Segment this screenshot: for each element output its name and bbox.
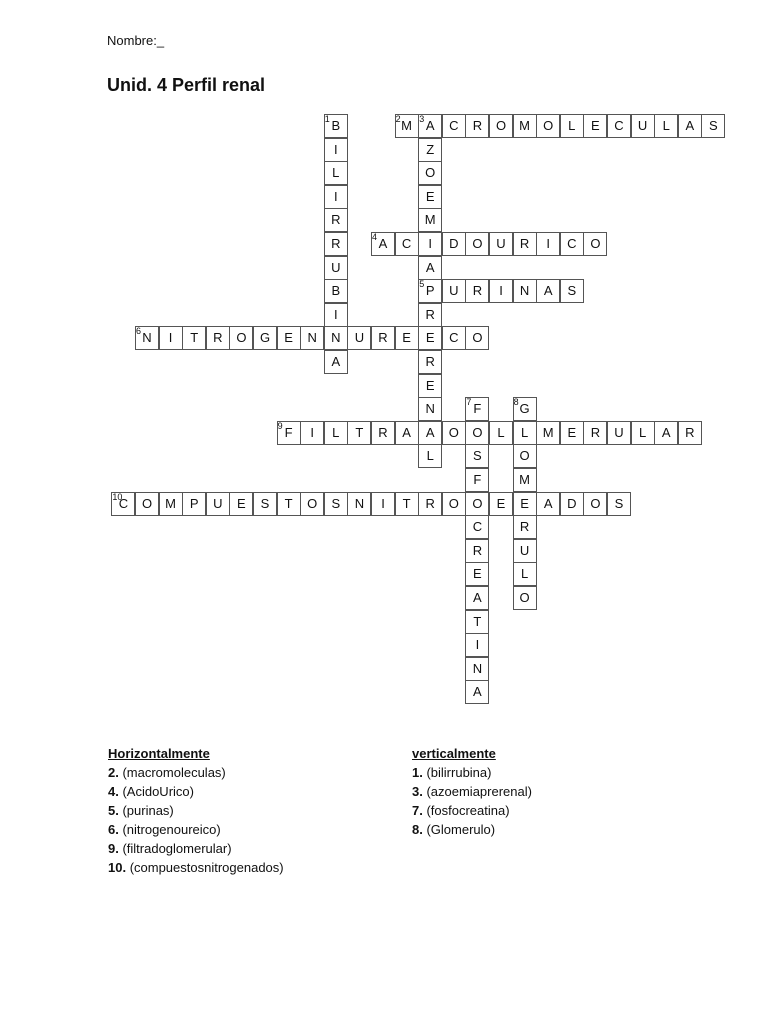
crossword-cell[interactable]: O <box>465 326 489 350</box>
crossword-cell[interactable]: L <box>324 161 348 185</box>
crossword-cell[interactable]: U <box>631 114 655 138</box>
crossword-cell[interactable]: T <box>395 492 419 516</box>
crossword-cell[interactable]: I <box>324 303 348 327</box>
crossword-cell[interactable]: I <box>465 633 489 657</box>
crossword-cell[interactable]: A <box>465 586 489 610</box>
crossword-cell[interactable]: A <box>418 421 442 445</box>
crossword-cell[interactable]: M <box>395 114 419 138</box>
crossword-cell[interactable]: F <box>277 421 301 445</box>
crossword-cell[interactable]: C <box>607 114 631 138</box>
across-clue-list <box>108 763 284 877</box>
crossword-cell[interactable]: O <box>465 492 489 516</box>
crossword-cell[interactable]: O <box>489 114 513 138</box>
clue-item <box>108 820 284 839</box>
crossword-cell[interactable]: R <box>465 279 489 303</box>
crossword-cell[interactable]: I <box>324 185 348 209</box>
crossword-cell[interactable]: U <box>347 326 371 350</box>
clue-number-label: 8 <box>513 397 519 408</box>
crossword-cell[interactable]: L <box>418 444 442 468</box>
crossword-cell[interactable]: S <box>253 492 277 516</box>
crossword-cell[interactable]: A <box>465 680 489 704</box>
crossword-cell[interactable]: L <box>560 114 584 138</box>
crossword-cell[interactable]: R <box>324 208 348 232</box>
crossword-cell[interactable]: A <box>536 492 560 516</box>
crossword-cell[interactable]: O <box>583 232 607 256</box>
crossword-cell[interactable]: B <box>324 279 348 303</box>
crossword-cell[interactable]: N <box>300 326 324 350</box>
clue-item <box>108 782 284 801</box>
crossword-cell[interactable]: U <box>607 421 631 445</box>
crossword-cell[interactable]: U <box>489 232 513 256</box>
crossword-cell[interactable]: U <box>206 492 230 516</box>
crossword-cell[interactable]: R <box>513 515 537 539</box>
crossword-cell[interactable]: F <box>465 397 489 421</box>
clue-item <box>108 801 284 820</box>
crossword-cell[interactable]: I <box>536 232 560 256</box>
clue-item <box>412 763 532 782</box>
crossword-cell[interactable]: N <box>324 326 348 350</box>
crossword-cell[interactable]: C <box>560 232 584 256</box>
crossword-cell[interactable]: R <box>513 232 537 256</box>
crossword-cell[interactable]: I <box>489 279 513 303</box>
crossword-cell[interactable]: A <box>418 114 442 138</box>
clue-item-text: (bilirrubina) <box>422 765 492 780</box>
crossword-cell[interactable]: M <box>513 468 537 492</box>
crossword-cell[interactable]: N <box>347 492 371 516</box>
clue-item-number: 1. <box>412 765 423 780</box>
crossword-cell[interactable]: B <box>324 114 348 138</box>
crossword-cell[interactable]: C <box>111 492 135 516</box>
crossword-cell[interactable]: L <box>513 562 537 586</box>
clue-item <box>108 763 284 782</box>
crossword-cell[interactable]: O <box>465 232 489 256</box>
clue-item-text: (fosfocreatina) <box>422 803 510 818</box>
crossword-cell[interactable]: E <box>418 374 442 398</box>
across-clues <box>108 744 284 877</box>
clue-item-number: 7. <box>412 803 423 818</box>
crossword-cell[interactable]: L <box>489 421 513 445</box>
crossword-cell[interactable]: R <box>583 421 607 445</box>
crossword-cell[interactable]: I <box>418 232 442 256</box>
crossword-cell[interactable]: A <box>536 279 560 303</box>
crossword-cell[interactable]: R <box>678 421 702 445</box>
crossword-cell[interactable]: T <box>347 421 371 445</box>
crossword-cell[interactable]: R <box>324 232 348 256</box>
crossword-cell[interactable]: E <box>489 492 513 516</box>
crossword-cell[interactable]: R <box>465 114 489 138</box>
clue-item-text: (macromoleculas) <box>118 765 226 780</box>
crossword-cell[interactable]: E <box>418 326 442 350</box>
crossword-cell[interactable]: N <box>135 326 159 350</box>
clue-item <box>412 782 532 801</box>
crossword-cell[interactable]: A <box>395 421 419 445</box>
crossword-cell[interactable]: O <box>536 114 560 138</box>
crossword-cell[interactable]: E <box>583 114 607 138</box>
crossword-cell[interactable]: C <box>395 232 419 256</box>
crossword-cell[interactable]: R <box>371 326 395 350</box>
crossword-cell[interactable]: S <box>465 444 489 468</box>
crossword-cell[interactable]: O <box>442 492 466 516</box>
crossword-cell[interactable]: L <box>324 421 348 445</box>
crossword-cell[interactable]: I <box>159 326 183 350</box>
clue-number-label: 2 <box>395 114 401 124</box>
crossword-cell[interactable]: O <box>465 421 489 445</box>
crossword-cell[interactable]: T <box>465 610 489 634</box>
clue-number-label: 10 <box>112 491 123 502</box>
clue-item-number: 10. <box>108 860 127 875</box>
crossword-cell[interactable]: P <box>418 279 442 303</box>
crossword-cell[interactable]: S <box>324 492 348 516</box>
clue-number-label: 7 <box>466 397 472 408</box>
crossword-cell[interactable]: O <box>442 421 466 445</box>
clue-item <box>412 801 532 820</box>
crossword-cell[interactable]: S <box>701 114 725 138</box>
crossword-cell[interactable]: R <box>206 326 230 350</box>
crossword-cell[interactable]: C <box>465 515 489 539</box>
clue-item-number: 3. <box>412 784 423 799</box>
crossword-cell[interactable]: R <box>418 492 442 516</box>
down-clues <box>412 744 532 839</box>
crossword-cell[interactable]: F <box>465 468 489 492</box>
crossword-cell[interactable]: G <box>253 326 277 350</box>
clue-item <box>108 839 284 858</box>
clue-item <box>412 820 532 839</box>
crossword-cell[interactable]: N <box>513 279 537 303</box>
crossword-cell[interactable]: A <box>324 350 348 374</box>
crossword-cell[interactable]: D <box>442 232 466 256</box>
crossword-cell[interactable]: N <box>418 397 442 421</box>
crossword-cell[interactable]: E <box>395 326 419 350</box>
clue-item-number: 4. <box>108 784 119 799</box>
crossword-cell[interactable]: U <box>324 256 348 280</box>
clue-number-label: 5 <box>419 279 425 290</box>
clue-item-number: 6. <box>108 822 119 837</box>
crossword-cell[interactable]: M <box>159 492 183 516</box>
crossword-cell[interactable]: O <box>135 492 159 516</box>
crossword-cell[interactable]: S <box>560 279 584 303</box>
crossword-cell[interactable]: A <box>418 256 442 280</box>
crossword-cell[interactable]: M <box>513 114 537 138</box>
clue-item-text: (compuestosnitrogenados) <box>126 860 284 875</box>
crossword-cell[interactable]: L <box>654 114 678 138</box>
clue-item-number: 8. <box>412 822 423 837</box>
clue-number-label: 9 <box>277 420 283 431</box>
crossword-cell[interactable]: R <box>465 539 489 563</box>
crossword-cell[interactable]: O <box>229 326 253 350</box>
crossword-cell[interactable]: I <box>300 421 324 445</box>
across-heading: Horizontalmente <box>108 746 210 761</box>
crossword-cell[interactable]: T <box>277 492 301 516</box>
crossword-cell[interactable]: P <box>182 492 206 516</box>
crossword-cell[interactable]: I <box>324 138 348 162</box>
crossword-cell[interactable]: M <box>536 421 560 445</box>
crossword-cell[interactable]: L <box>631 421 655 445</box>
crossword-cell[interactable]: M <box>418 208 442 232</box>
clue-number-label: 1 <box>324 114 330 124</box>
clue-item-number: 2. <box>108 765 119 780</box>
crossword-cell[interactable]: N <box>465 657 489 681</box>
clue-item-text: (filtradoglomerular) <box>118 841 232 856</box>
clue-item <box>108 858 284 877</box>
crossword-cell[interactable]: O <box>583 492 607 516</box>
crossword-cell[interactable]: G <box>513 397 537 421</box>
down-heading: verticalmente <box>412 746 496 761</box>
crossword-cell[interactable]: Z <box>418 138 442 162</box>
crossword-cell[interactable]: T <box>182 326 206 350</box>
crossword-cell[interactable]: E <box>560 421 584 445</box>
clue-number-label: 3 <box>419 114 425 124</box>
clue-item-text: (azoemiaprerenal) <box>422 784 532 799</box>
crossword-cell[interactable]: I <box>371 492 395 516</box>
crossword-cell[interactable]: A <box>654 421 678 445</box>
crossword-cell[interactable]: R <box>371 421 395 445</box>
crossword-cell[interactable]: U <box>442 279 466 303</box>
crossword-cell[interactable]: A <box>371 232 395 256</box>
clue-item-number: 5. <box>108 803 119 818</box>
page-title: Unid. 4 Perfil renal <box>107 75 266 95</box>
down-clue-list <box>412 763 532 839</box>
crossword-cell[interactable]: L <box>513 421 537 445</box>
crossword-cell[interactable]: C <box>442 114 466 138</box>
crossword-cell[interactable]: E <box>465 562 489 586</box>
crossword-cell[interactable]: O <box>300 492 324 516</box>
crossword-cell[interactable]: E <box>418 185 442 209</box>
crossword-cell[interactable]: D <box>560 492 584 516</box>
crossword-cell[interactable]: R <box>418 303 442 327</box>
clue-item-text: (purinas) <box>118 803 174 818</box>
clue-item-text: (Glomerulo) <box>422 822 496 837</box>
crossword-cell[interactable]: E <box>229 492 253 516</box>
crossword-cell[interactable]: O <box>513 444 537 468</box>
clue-number-label: 4 <box>372 232 378 242</box>
crossword-cell[interactable]: U <box>513 539 537 563</box>
clue-item-number: 9. <box>108 841 119 856</box>
clue-item-text: (AcidoUrico) <box>118 784 194 799</box>
crossword-cell[interactable]: O <box>418 161 442 185</box>
crossword-cell[interactable]: R <box>418 350 442 374</box>
clue-number-label: 6 <box>136 326 142 337</box>
crossword-cell[interactable]: O <box>513 586 537 610</box>
crossword-cell[interactable]: E <box>277 326 301 350</box>
name-field-label: Nombre:_ <box>107 33 165 48</box>
crossword-cell[interactable]: E <box>513 492 537 516</box>
crossword-cell[interactable]: A <box>678 114 702 138</box>
crossword-cell[interactable]: S <box>607 492 631 516</box>
crossword-cell[interactable]: C <box>442 326 466 350</box>
clue-item-text: (nitrogenoureico) <box>118 822 221 837</box>
